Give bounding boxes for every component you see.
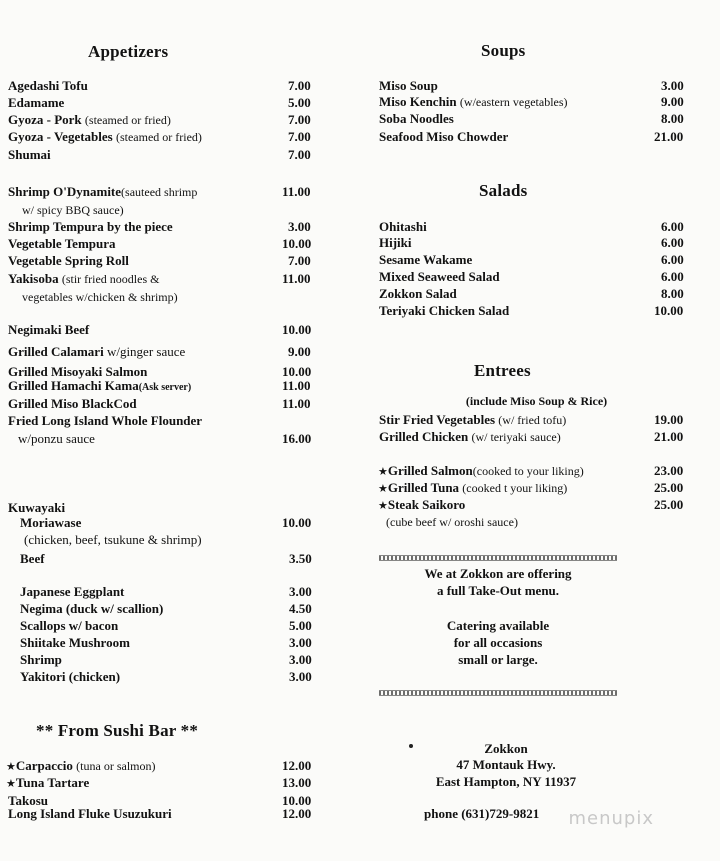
menu-item: Shrimp O'Dynamite(sauteed shrimp 11.00 <box>8 184 311 199</box>
menu-item: Soba Noodles 8.00 <box>379 111 684 126</box>
catering-line: for all occasions <box>453 635 543 650</box>
catering-line: small or large. <box>458 652 538 667</box>
item-description: (cube beef w/ oroshi sauce) <box>386 515 518 529</box>
menu-item: Yakisoba (stir fried noodles & 11.00 <box>8 271 311 286</box>
address-line: 47 Montauk Hwy. <box>456 757 556 772</box>
menu-item: Zokkon Salad 8.00 <box>379 286 684 301</box>
menu-item: Sesame Wakame 6.00 <box>379 252 684 267</box>
menu-item: Grilled Chicken (w/ teriyaki sauce) 21.00 <box>379 429 684 444</box>
menu-item: Negimaki Beef 10.00 <box>8 322 312 337</box>
menu-item: Seafood Miso Chowder 21.00 <box>379 129 684 144</box>
item-description: vegetables w/chicken & shrimp) <box>22 290 178 304</box>
menu-item: ★Steak Saikoro 25.00 <box>378 497 684 512</box>
menu-item: Shrimp 3.00 <box>20 652 312 667</box>
star-icon: ★ <box>378 500 388 512</box>
menu-item: Shumai 7.00 <box>8 147 311 162</box>
menu-item: Hijiki 6.00 <box>379 235 684 250</box>
catering-line: Catering available <box>446 618 550 633</box>
menu-item: Fried Long Island Whole Flounder <box>8 413 203 428</box>
watermark: menupix <box>568 808 654 829</box>
menu-item: Grilled Misoyaki Salmon 10.00 <box>8 364 312 379</box>
menu-item: Ohitashi 6.00 <box>379 219 684 234</box>
star-icon: ★ <box>6 761 16 773</box>
menu-item: Scallops w/ bacon 5.00 <box>20 618 312 633</box>
menu-item: ★Carpaccio (tuna or salmon) 12.00 <box>6 758 312 773</box>
dot-mark <box>409 744 413 748</box>
menu-item: Long Island Fluke Usuzukuri 12.00 <box>8 806 312 821</box>
divider <box>379 690 617 696</box>
menu-item: ★Tuna Tartare 13.00 <box>6 775 312 790</box>
takeout-line: We at Zokkon are offering <box>424 566 572 581</box>
sushi-bar-heading: ** From Sushi Bar ** <box>36 721 199 740</box>
menu-item: Edamame 5.00 <box>8 95 311 110</box>
menu-item: Japanese Eggplant 3.00 <box>20 584 312 599</box>
kuwayaki-heading: Kuwayaki <box>8 500 66 515</box>
menu-item: Vegetable Tempura 10.00 <box>8 236 312 251</box>
menu-item: Grilled Calamari w/ginger sauce 9.00 <box>8 344 311 359</box>
menu-item: Takosu 10.00 <box>8 793 312 808</box>
phone-number: phone (631)729-9821 <box>424 806 540 821</box>
takeout-line: a full Take-Out menu. <box>436 583 560 598</box>
menu-item: Yakitori (chicken) 3.00 <box>20 669 312 684</box>
menu-item: Gyoza - Pork (steamed or fried) 7.00 <box>8 112 311 127</box>
menu-item: Vegetable Spring Roll 7.00 <box>8 253 311 268</box>
entrees-heading: Entrees <box>474 361 531 380</box>
menu-item: ★Grilled Tuna (cooked t your liking) 25.00 <box>378 480 684 495</box>
menu-item: Mixed Seaweed Salad 6.00 <box>379 269 684 284</box>
item-description: (chicken, beef, tsukune & shrimp) <box>24 532 202 547</box>
menu-item: w/ponzu sauce 16.00 <box>18 431 312 446</box>
entrees-note: (include Miso Soup & Rice) <box>465 394 608 408</box>
star-icon: ★ <box>378 466 388 478</box>
menu-item: Moriawase 10.00 <box>20 515 312 530</box>
restaurant-name: Zokkon <box>484 741 528 756</box>
star-icon: ★ <box>6 778 16 790</box>
address-line: East Hampton, NY 11937 <box>435 774 577 789</box>
salads-heading: Salads <box>479 181 528 200</box>
menu-item: Miso Kenchin (w/eastern vegetables) 9.00 <box>379 94 684 109</box>
menu-item: Gyoza - Vegetables (steamed or fried) 7.00 <box>8 129 311 144</box>
menu-item: Beef 3.50 <box>20 551 312 566</box>
menu-item: Shiitake Mushroom 3.00 <box>20 635 312 650</box>
star-icon: ★ <box>378 483 388 495</box>
menu-item: Agedashi Tofu 7.00 <box>8 78 311 93</box>
menu-item: ★Grilled Salmon(cooked to your liking) 23.00 <box>378 463 684 478</box>
divider <box>379 555 617 561</box>
item-description: w/ spicy BBQ sauce) <box>22 203 124 217</box>
soups-heading: Soups <box>481 41 526 60</box>
menu-item: Grilled Hamachi Kama(Ask server) 11.00 <box>8 378 311 393</box>
menu-item: Miso Soup 3.00 <box>379 78 684 93</box>
menu-item: Teriyaki Chicken Salad 10.00 <box>379 303 684 318</box>
menu-item: Grilled Miso BlackCod 11.00 <box>8 396 311 411</box>
menu-item: Negima (duck w/ scallion) 4.50 <box>20 601 312 616</box>
menu-item: Shrimp Tempura by the piece 3.00 <box>8 219 311 234</box>
menu-item: Stir Fried Vegetables (w/ fried tofu) 19.00 <box>379 412 684 427</box>
appetizers-heading: Appetizers <box>88 42 169 61</box>
